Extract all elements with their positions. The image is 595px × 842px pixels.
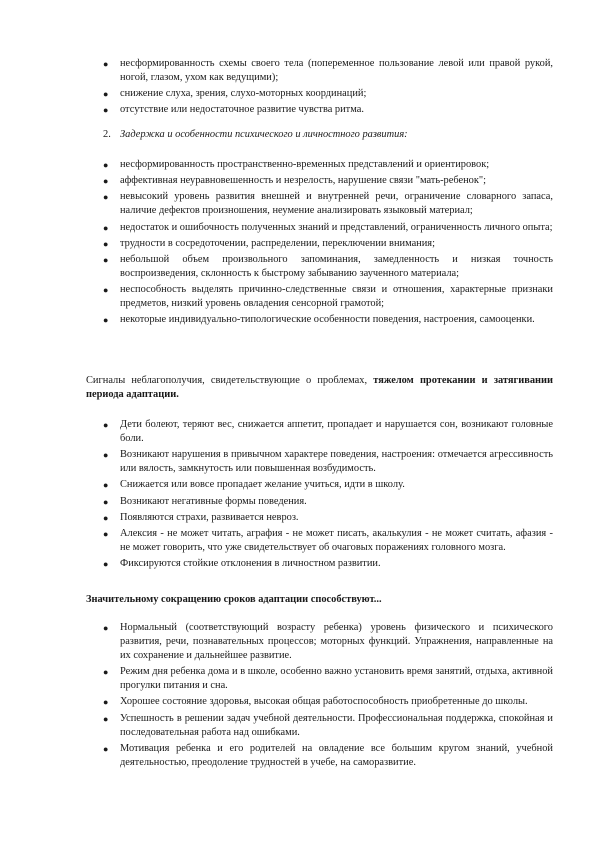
- list-item: [0, 557, 595, 571]
- bullet-icon: ●: [103, 420, 109, 430]
- adaptation-signals-paragraph: [86, 374, 553, 402]
- bullet-icon: ●: [103, 89, 109, 100]
- list-item: [0, 190, 595, 218]
- list-item: [0, 103, 595, 117]
- section-2-heading: [103, 128, 553, 142]
- list-item-text: снижение слуха, зрения, слухо-моторных координаций;: [120, 88, 367, 100]
- list-item: [0, 418, 595, 446]
- list-item-text: недостаток и ошибочность полученных знаний и представлений, ограниченность личного опыта;: [120, 221, 553, 233]
- list-item: [0, 448, 595, 476]
- bullet-icon: ●: [103, 285, 109, 296]
- list-item: [0, 665, 595, 693]
- list-item-text: неспособность выделять причинно-следственные связи и отношения, характерные признаки предметов, низкий уровень овладения сенсорной грамотой;: [120, 284, 553, 310]
- bullet-icon: ●: [103, 315, 109, 326]
- list-item-text: Фиксируются стойкие отклонения в личностном развитии.: [120, 558, 381, 570]
- list-item-text: Возникают негативные формы поведения.: [120, 495, 307, 507]
- list-item: [0, 87, 595, 101]
- list-item: [0, 478, 595, 492]
- bullet-icon: ●: [103, 559, 109, 570]
- list-item: [0, 237, 595, 251]
- list-item: [0, 511, 595, 525]
- list-item-text: аффективная неуравновешенность и незрелость, нарушение связи "мать-ребенок";: [120, 175, 487, 187]
- list-item: [0, 174, 595, 188]
- symptom-list-3: [0, 418, 595, 573]
- list-item: [0, 313, 595, 327]
- list-item-text: несформированность пространственно-временных представлений и ориентировок;: [120, 159, 490, 170]
- list-item: [0, 621, 595, 663]
- list-item: [0, 712, 595, 740]
- bullet-icon: ●: [103, 713, 109, 724]
- bullet-icon: ●: [103, 254, 109, 265]
- list-item: [0, 695, 595, 709]
- bullet-icon: ●: [103, 496, 109, 507]
- bullet-icon: ●: [103, 222, 109, 233]
- bullet-icon: ●: [103, 697, 109, 708]
- list-item-text: Режим дня ребенка дома и в школе, особенно важно установить время занятий, отдыха, активной прогулки питания и сна.: [120, 666, 553, 692]
- list-item-text: Появляются страхи, развивается невроз.: [120, 511, 299, 523]
- adaptation-factors-heading: [86, 593, 553, 607]
- list-item: [0, 527, 595, 555]
- bullet-icon: ●: [103, 192, 109, 203]
- bullet-icon: ●: [103, 450, 109, 461]
- list-item-text: некоторые индивидуально-типологические особенности поведения, настроения, самооценки.: [120, 314, 535, 326]
- adaptation-factors-text: Значительному сокращению сроков адаптации способствуют...: [86, 594, 382, 605]
- symptom-list-2: [0, 158, 595, 330]
- bullet-icon: ●: [103, 480, 109, 491]
- paragraph-bold-text: тяжелом протекании и затягивании периода адаптации.: [86, 375, 553, 400]
- list-item: [0, 742, 595, 770]
- bullet-icon: ●: [103, 59, 109, 69]
- list-item-text: Алексия - не может читать, аграфия - не может писать, акалькулия - не может считать, афазия - не может говорить, что уже свидетельствует об очаговых поражениях головного мозга.: [120, 527, 553, 553]
- list-item-text: трудности в сосредоточении, распределении, переключении внимания;: [120, 237, 435, 249]
- list-item: [0, 283, 595, 311]
- list-item: [0, 158, 595, 172]
- list-item-text: Возникают нарушения в привычном характере поведения, настроения: отмечается агрессивность или вялость, замкнутость или повышенная возбудимость.: [120, 449, 553, 475]
- bullet-icon: ●: [103, 743, 109, 754]
- list-item: [0, 57, 595, 85]
- bullet-icon: ●: [103, 623, 109, 633]
- list-item: [0, 495, 595, 509]
- list-item-text: Дети болеют, теряют вес, снижается аппетит, пропадает и нарушается сон, возникают головные боли.: [120, 419, 553, 444]
- list-item-text: Снижается или вовсе пропадает желание учиться, идти в школу.: [120, 479, 405, 491]
- section-2-number: 2.: [103, 129, 111, 140]
- bullet-icon: ●: [103, 105, 109, 116]
- bullet-icon: ●: [103, 512, 109, 523]
- bullet-icon: ●: [103, 238, 109, 249]
- list-item-text: Успешность в решении задач учебной деятельности. Профессиональная поддержка, спокойная и последовательная работа над ошибками.: [120, 712, 553, 738]
- bullet-icon: ●: [103, 667, 109, 678]
- section-2-title: Задержка и особенности психического и личностного развития:: [120, 129, 408, 140]
- factor-list: [0, 621, 595, 772]
- list-item-text: несформированность схемы своего тела (попеременное пользование левой или правой рукой, ногой, глазом, ухом как ведущими);: [120, 58, 553, 83]
- symptom-list-1: [0, 57, 595, 120]
- list-item-text: Нормальный (соответствующий возрасту ребенка) уровень физического и психического развития, речи, познавательных процессов; моторных функций. Упражнения, направленные на их сохранение и дальнейшее развитие.: [120, 622, 553, 661]
- bullet-icon: ●: [103, 528, 109, 539]
- bullet-icon: ●: [103, 176, 109, 187]
- list-item-text: невысокий уровень развития внешней и внутренней речи, ограничение словарного запаса, наличие дефектов произношения, неумение анализировать языковый материал;: [120, 191, 553, 217]
- bullet-icon: ●: [103, 160, 109, 170]
- list-item-text: Хорошее состояние здоровья, высокая общая работоспособность приобретенные до школы.: [120, 696, 528, 708]
- list-item-text: Мотивация ребенка и его родителей на овладение все большим кругом знаний, учебной деятельностью, преодоление трудностей в учебе, на саморазвитие.: [120, 742, 553, 768]
- list-item: [0, 221, 595, 235]
- list-item-text: отсутствие или недостаточное развитие чувства ритма.: [120, 104, 364, 116]
- list-item-text: небольшой объем произвольного запоминания, замедленность и низкая точность воспроизведения, склонность к быстрому забыванию заученного материала;: [120, 253, 553, 279]
- paragraph-normal-text: Сигналы неблагополучия, свидетельствующие о проблемах,: [86, 375, 374, 386]
- list-item: [0, 253, 595, 281]
